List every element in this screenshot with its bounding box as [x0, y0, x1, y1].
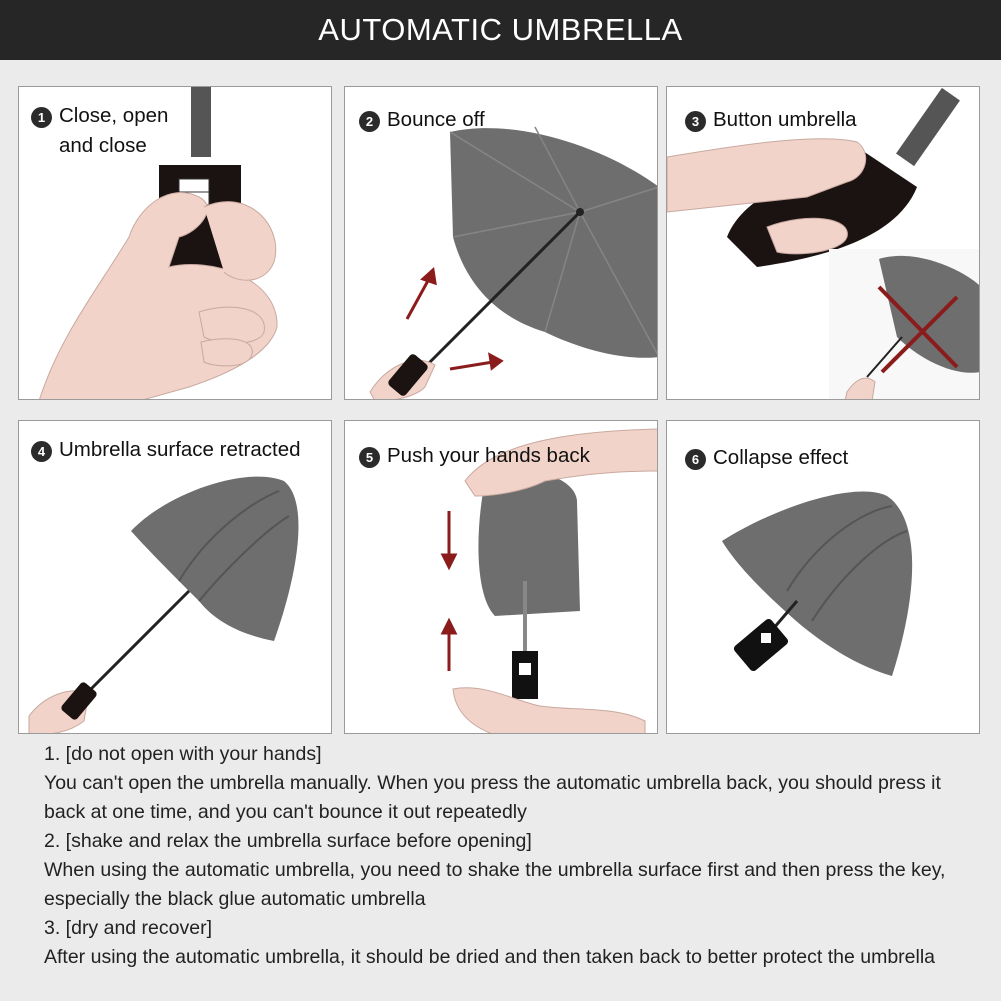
- instruction-body: You can't open the umbrella manually. When you press the automatic umbrella back, you should press it back at one time, and you can't bounce it out repeatedly: [44, 772, 941, 823]
- instructions: [44, 740, 984, 972]
- header-bar: [0, 0, 1001, 60]
- step-number-badge: 2: [359, 111, 380, 132]
- step-label-5: [359, 441, 590, 471]
- umbrella-surface-retracted-illustration: [19, 421, 332, 734]
- step-text: Button umbrella: [713, 108, 857, 131]
- step-label-1: [31, 101, 168, 161]
- step-text: Push your hands back: [387, 444, 590, 467]
- instruction-body: When using the automatic umbrella, you need to shake the umbrella surface first and then press the key, especially the black glue automatic umbrella: [44, 859, 946, 910]
- step-panel-3: [666, 86, 980, 400]
- step-text: Close, open and close: [59, 104, 169, 157]
- step-number-badge: 3: [685, 111, 706, 132]
- step-text: Bounce off: [387, 108, 485, 131]
- step-number-badge: 1: [31, 107, 52, 128]
- step-number-badge: 6: [685, 449, 706, 470]
- page-title: AUTOMATIC UMBRELLA: [318, 12, 683, 47]
- instruction-body: After using the automatic umbrella, it should be dried and then taken back to better protect the umbrella: [44, 946, 936, 968]
- step-panel-4: [18, 420, 332, 734]
- step-label-4: [31, 435, 301, 465]
- step-label-6: [685, 443, 848, 473]
- instruction-heading: 2. [shake and relax the umbrella surface before opening]: [44, 830, 532, 852]
- step-text: Collapse effect: [713, 446, 849, 469]
- instruction-heading: 3. [dry and recover]: [44, 917, 212, 939]
- step-number-badge: 4: [31, 441, 52, 462]
- step-text: Umbrella surface retracted: [59, 438, 301, 461]
- step-panel-6: [666, 420, 980, 734]
- step-number-badge: 5: [359, 447, 380, 468]
- step-label-3: [685, 105, 857, 135]
- instruction-heading: 1. [do not open with your hands]: [44, 743, 322, 765]
- step-panel-5: [344, 420, 658, 734]
- step-panel-1: [18, 86, 332, 400]
- step-panel-2: [344, 86, 658, 400]
- step-label-2: [359, 105, 485, 135]
